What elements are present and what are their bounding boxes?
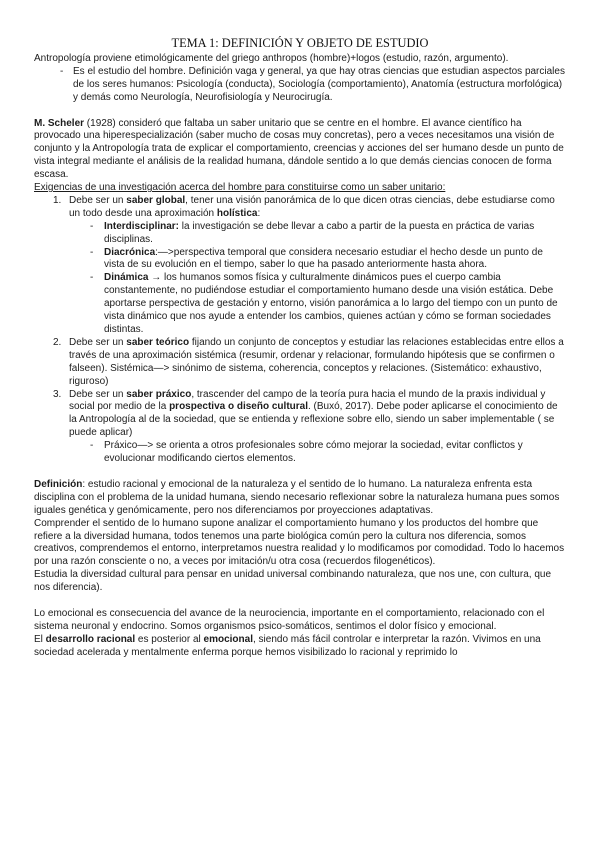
requirement-item-teorico [34,337,566,389]
requirement-item-praxico [34,389,566,466]
rational-text: , siendo más fácil controlar e interpretar la razón. Vivimos en una sociedad acelerada y mentalmente enferma porque hemos visibilizado lo racional y reprimido lo [34,633,541,658]
item-text: . (Buxó, 2017). Debe poder aplicarse el conocimiento de la Antropología al de la sociedad, que se entienda y reflexione sobre ello, siendo un saber implementable ( se puede aplicar) [69,401,558,439]
sub-item-text: la investigación se debe llevar a cabo a partir de la puesta en práctica de varias disciplinas. [104,220,535,245]
item-text: Debe ser un [69,388,127,400]
sub-list [69,221,566,337]
scheler-text: (1928) consideró que faltaba un saber unitario que se centre en el hombre. El avance científico ha provocado una hiperespecialización (saber mucho de cosas muy concretas), pero a veces necesitamos una visión de conjunto y la Antropología trata de explicar el comportamiento, creencias y acciones del ser humano desde un punto de vista integral mediante el análisis de la realidad humana, dándole sentido a lo que demás ciencias conocen de forma escasa. [34,117,564,181]
sub-item-bold: Diacrónica [104,246,156,258]
item-number: 3. [53,388,62,400]
item-text: , trascender del campo de la teoría pura hacia el mundo de la praxis individual y social por medio de la [69,388,546,413]
item-bold: saber global [126,194,186,206]
document-page [34,36,566,660]
definition-text: : estudio racional y emocional de la naturaleza y el sentido de lo humano. La naturaleza enfrenta esta disciplina con el problema de la unidad humana, siendo necesario reflexionar sobre la naturaleza humana pues somos iguales genética y genómicamente, pero nos diferenciamos por proyecciones adaptativas. [34,478,560,516]
sub-item-dinamica [69,272,566,337]
emotional-paragraph: Lo emocional es consecuencia del avance de la neurociencia, importante en el comportamiento, relacionado con el sistema neuronal y endocrino. Somos organismos psico-somáticos, sentimos el dolor físico y emocional. [34,607,545,632]
intro-bullet: - Es el estudio del hombre. Definición vaga y general, ya que hay otras ciencias que estudian aspectos parciales de los seres humanos: Psicología (conducta), Sociología (comportamiento), Anatomía (estructura morfológica) y demás como Neurología, Neurofisiología y Neurocirugía. [34,66,566,105]
item-bold: prospectiva o diseño cultural [169,401,308,413]
sub-item-text: Práxico—> se orienta a otros profesionales sobre cómo mejorar la sociedad, evitar conflictos y evolucionar modificando ciertos elementos. [104,440,523,465]
sub-item-praxico [69,440,566,466]
scheler-name: M. Scheler [34,117,85,129]
sub-item-text: :—>perspectiva temporal que considera necesario estudiar el hecho desde un punto de vista de su evolución en el tiempo, saber lo que ha pasado anteriormente hasta ahora. [104,246,543,271]
item-number: 1. [53,194,62,206]
page-title: TEMA 1: DEFINICIÓN Y OBJETO DE ESTUDIO [171,36,429,50]
definition-paragraph-3: Estudia la diversidad cultural para pensar en unidad universal combinando naturaleza, que nos une, con cultura, que nos diferencia). [34,569,552,594]
intro-paragraph: Antropología proviene etimológicamente del griego anthropos (hombre)+logos (estudio, razón, argumento). [34,53,509,64]
item-text: Debe ser un [69,336,127,348]
definition-paragraph-2: Comprender el sentido de lo humano supone analizar el comportamiento humano y los productos del hombre que refiere a la diversidad humana, todos tenemos una parte biológica común pero la cultura nos diferencia, somos creativos, comprendemos el entorno, interpretamos nuestra realidad y lo modificamos por comodidad. Todo lo hacemos por una razón consciente o no, a veces por imitación/u otra cosa (recuerdos filogenéticos). [34,517,565,568]
item-text: : [257,207,261,219]
rational-text: es posterior al [135,633,204,645]
requirements-heading: Exigencias de una investigación acerca del hombre para constituirse como un saber unitario: [34,182,446,194]
sub-item-diacronica [69,247,566,273]
definition-label: Definición [34,478,83,490]
item-text: Debe ser un [69,194,127,206]
item-text: fijando un conjunto de conceptos y estudiar las relaciones establecidas entre ellos a través de una aproximación sistémica (resumir, ordenar y relacionar, formulando hipótesis que se confirmen o falseen). Sistémica—> sinónimo de sistema, coherencia, conceptos y relaciones. (Sistemático: exhaustivo, riguroso) [69,336,564,387]
intro-list [34,66,566,105]
scheler-paragraph [34,118,566,183]
item-bold: saber práxico [126,388,192,400]
item-bold: holística [216,207,258,219]
sub-list [69,440,566,466]
sub-item-bold: Dinámica [104,272,149,284]
requirements-list [34,195,566,466]
requirement-item-global [34,195,566,337]
sub-item-text: → los humanos somos física y culturalmente dinámicos pues el cuerpo cambia constantemente, no pudiéndose estudiar el comportamiento humano desde una visión estática. Debe aportarse perspectiva de gestación y entorno, visión panorámica a lo largo del tiempo con un punto de vista dinámico que nos ayude a entender los cambios, quienes actúan y cómo se forman sociedades distintas. [104,272,558,336]
sub-item-bold: Interdisciplinar: [104,220,180,232]
item-number: 2. [53,336,62,348]
sub-item-interdisciplinar [69,221,566,247]
rational-paragraph [34,634,566,660]
rational-text: El [34,633,46,645]
rational-bold: desarrollo racional [45,633,136,645]
item-bold: saber teórico [126,336,190,348]
item-text: , tener una visión panorámica de lo que dicen otras ciencias, debe estudiarse como un todo desde una aproximación [69,194,555,219]
emotional-bold: emocional [203,633,253,645]
definition-paragraph [34,479,566,518]
